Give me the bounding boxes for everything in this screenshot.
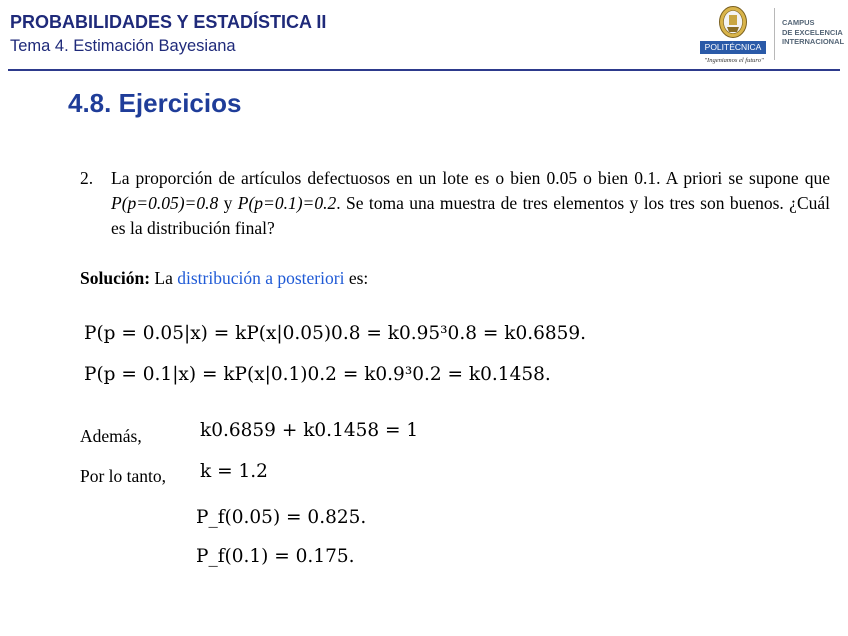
campus-line-3: INTERNACIONAL — [782, 37, 845, 46]
solution-text-before: La — [150, 268, 178, 288]
exercise-text-part-c: . Se toma una muestra de tres elementos y los tres son buenos. ¿Cuál es la distribución final? — [111, 193, 831, 238]
label-por-lo-tanto: Por lo tanto, — [80, 466, 167, 486]
university-crest-icon — [718, 6, 748, 40]
prior-2: P(p=0.1)=0.2 — [237, 193, 337, 213]
solution-text-after: es: — [344, 268, 369, 288]
posterior-equation-1: P(p = 0.05|x) = kP(x|0.05)0.8 = k0.95³0.8 = k0.6859. — [84, 323, 587, 344]
prior-1: P(p=0.05)=0.8 — [111, 193, 219, 213]
exercise-number: 2. — [80, 168, 94, 188]
final-probability-01: P_f(0.1) = 0.175. — [196, 546, 355, 567]
campus-line-2: DE EXCELENCIA — [782, 27, 843, 37]
campus-excelencia-logo — [782, 18, 844, 47]
logo-separator — [774, 8, 775, 60]
logo-motto: "Ingeniamos el futuro" — [704, 57, 764, 64]
politecnica-logo-label: POLITÉCNICA — [700, 41, 766, 54]
exercise-statement — [80, 166, 830, 241]
exercise-text-part-b: y — [218, 193, 238, 213]
campus-line-1: CAMPUS — [782, 18, 815, 27]
solution-line — [80, 268, 368, 289]
topic-subtitle: Tema 4. Estimación Bayesiana — [10, 37, 236, 55]
posterior-distribution-link[interactable]: distribución a posteriori — [177, 268, 345, 288]
exercise-text — [111, 166, 830, 241]
exercise-text-part-a: La proporción de artículos defectuosos en un lote es o bien 0.05 o bien 0.1. A priori se supone que — [111, 168, 830, 188]
section-title: 4.8. Ejercicios — [68, 88, 242, 118]
posterior-equation-2: P(p = 0.1|x) = kP(x|0.1)0.2 = k0.9³0.2 = k0.1458. — [84, 364, 551, 385]
solution-label: Solución: — [80, 268, 151, 288]
header-divider — [8, 69, 840, 71]
course-title: PROBABILIDADES Y ESTADÍSTICA II — [10, 12, 327, 32]
k-value-equation: k = 1.2 — [200, 461, 268, 482]
normalization-equation: k0.6859 + k0.1458 = 1 — [200, 420, 419, 441]
label-ademas: Además, — [80, 426, 142, 446]
final-probability-005: P_f(0.05) = 0.825. — [196, 507, 367, 528]
